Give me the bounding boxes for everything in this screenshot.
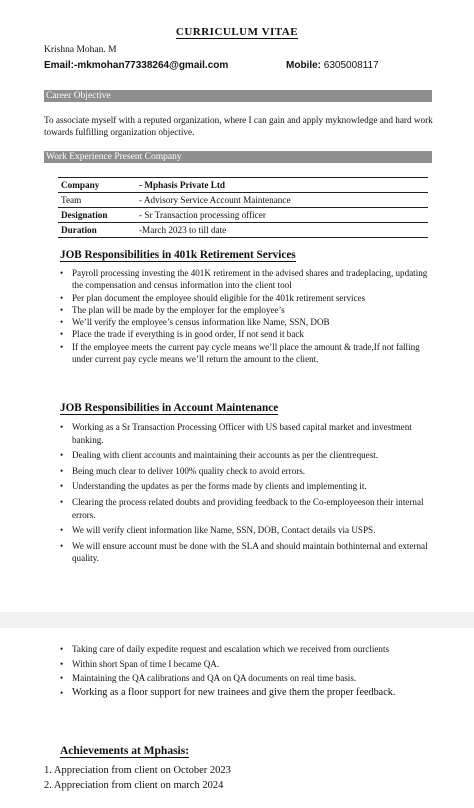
list-item: • Place the trade if everything is in good order, If not send it back (60, 328, 436, 340)
cv-title: CURRICULUM VITAE (175, 26, 299, 38)
achievements-list (44, 763, 231, 793)
list-item: • We’ll verify the employee’s census information like Name, SSN, DOB (60, 316, 436, 328)
list-item: • Per plan document the employee should eligible for the 401k retirement services (60, 292, 436, 304)
list-item: 1. Appreciation from client on October 2023 (44, 765, 231, 776)
experience-key: Team (58, 193, 136, 208)
experience-row (58, 193, 428, 208)
experience-value: -March 2023 to till date (136, 223, 428, 238)
list-item: • Clearing the process related doubts and providing feedback to the Co-employeeson their internal errors. (60, 496, 436, 521)
additional-list (60, 643, 436, 699)
experience-row (58, 208, 428, 223)
email-line: Email:-mkmohan77338264@gmail.com (44, 60, 229, 71)
page-break (0, 612, 474, 628)
list-item: • Maintaining the QA calibrations and QA on QA documents on real time basis. (60, 672, 436, 685)
retirement-heading: JOB Responsibilities in 401k Retirement Services (60, 249, 296, 261)
account-list (60, 421, 436, 565)
achievements-heading: Achievements at Mphasis: (60, 745, 190, 757)
experience-value: - Sr Transaction processing officer (136, 208, 428, 223)
experience-value: - Advisory Service Account Maintenance (136, 193, 428, 208)
list-item: • Working as a floor support for new trainees and give them the proper feedback. (60, 687, 436, 700)
list-item: • Within short Span of time I became QA. (60, 658, 436, 671)
list-item: • We will ensure account must be done with the SLA and should maintain bothinternal and external quality. (60, 540, 436, 565)
list-item: • Being much clear to deliver 100% quality check to avoid errors. (60, 465, 436, 478)
list-item: • Working as a Sr Transaction Processing Officer with US based capital market and investment banking. (60, 421, 436, 446)
mobile-line: Mobile: 6305008117 (286, 60, 379, 71)
list-item: • Understanding the updates as per the forms made by clients and implementing it. (60, 480, 436, 493)
experience-key: Designation (58, 208, 136, 223)
list-item: • If the employee meets the current pay cycle means we’ll place the amount & trade,If not falling under current pay cycle means we’ll return the amount to the client. (60, 341, 436, 366)
retirement-list (60, 267, 436, 365)
list-item: • Taking care of daily expedite request and escalation which we received from ourclients (60, 643, 436, 656)
list-item: • Dealing with client accounts and maintaining their accounts as per the clientrequest. (60, 449, 436, 462)
career-objective-heading: Career Objective (44, 90, 432, 102)
account-heading: JOB Responsibilities in Account Maintenance (60, 402, 279, 414)
candidate-name: Krishna Mohan. M (44, 45, 117, 55)
experience-key: Duration (58, 223, 136, 238)
list-item: 2. Appreciation from client on march 2024 (44, 780, 224, 791)
list-item: • Payroll processing investing the 401K retirement in the advised shares and tradeplacing, updating the compensation and census information into the client tool (60, 267, 436, 292)
work-experience-heading: Work Experience Present Company (44, 151, 432, 163)
list-item: • We will verify client information like Name, SSN, DOB, Contact details via USPS. (60, 524, 436, 537)
list-item: • The plan will be made by the employer for the employee’s (60, 304, 436, 316)
experience-value: - Mphasis Private Ltd (136, 178, 428, 193)
career-objective-text: To associate myself with a reputed organization, where I can gain and apply myknowledge and hard work towards fulfilling organization objective. (44, 115, 433, 137)
mobile-number: 6305008117 (323, 60, 379, 71)
experience-table (58, 177, 428, 238)
experience-row (58, 223, 428, 238)
experience-row (58, 178, 428, 193)
experience-key: Company (58, 178, 136, 193)
